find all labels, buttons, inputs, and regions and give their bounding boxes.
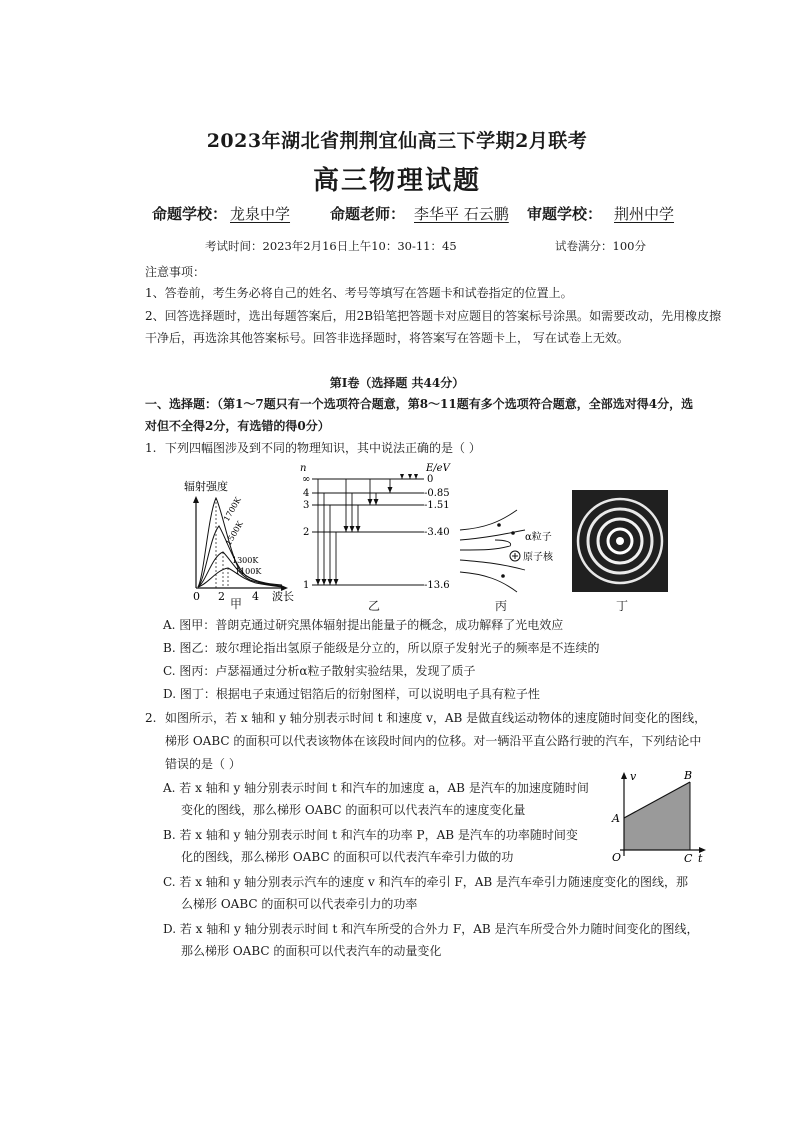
q1-option-d: D. 图丁：根据电子束通过铝箔后的衍射图样，可以说明电子具有粒子性	[163, 687, 540, 701]
fig-jia-tick-2: 2	[218, 590, 225, 603]
fig-yi-n-label: n	[300, 463, 307, 474]
review-school: 荆州中学	[614, 205, 675, 223]
q2-trapezoid-graph	[608, 768, 713, 864]
q2-stem-line-1: 如图所示，若 x 轴和 y 轴分别表示时间 t 和速度 v，AB 是做直线运动物体的速度随时间变化的图线，	[165, 711, 707, 725]
author-school-label: 命题学校：	[152, 205, 228, 223]
exam-title: 2023年湖北省荆荆宜仙高三下学期2月联考	[206, 130, 588, 152]
q2-graph-x-axis: t	[698, 852, 703, 864]
notes-item-2-line-2: 干净后，再选涂其他答案标号。回答非选择题时，将答案写在答题卡上， 写在试卷上无效。	[145, 331, 629, 345]
q2-stem-line-3: 错误的是（ ）	[165, 757, 241, 771]
review-school-label: 审题学校：	[527, 205, 603, 223]
q2-graph-c: C	[684, 852, 693, 864]
fig-yi-energy-levels	[298, 460, 458, 592]
fig-yi-n-1: 1	[303, 580, 310, 591]
fig-jia-blackbody	[178, 476, 303, 611]
fig-yi-n-inf: ∞	[302, 474, 311, 485]
q1-stem: 下列四幅图涉及到不同的物理知识，其中说法正确的是（ ）	[165, 441, 481, 455]
q2-graph-b: B	[684, 769, 693, 782]
section-instruction-line-2: 对但不全得2分，有选错的得0分）	[145, 419, 330, 433]
q2-option-b-line-2: 化的图线，那么梯形 OABC 的面积可以代表汽车牵引力做的功	[181, 850, 514, 864]
section-instruction-line-1: 一、选择题：（第1～7题只有一个选项符合题意，第8～11题有多个选项符合题意，全部选对得4分，选	[145, 397, 694, 411]
fig-bing-alpha-scattering	[455, 500, 570, 595]
fig-bing-alpha-label: α粒子	[525, 532, 552, 543]
author-teachers: 李华平 石云鹏	[414, 205, 509, 223]
q2-option-d-line-1: D. 若 x 轴和 y 轴分别表示时间 t 和汽车所受的合外力 F，AB 是汽车所受合外力随时间变化的图线，	[163, 922, 699, 936]
fig-ding-diffraction	[572, 490, 668, 592]
fig-yi-e-2: -3.40	[424, 527, 450, 538]
notes-item-1: 1、答卷前，考生务必将自己的姓名、考号等填写在答题卡和试卷指定的位置上。	[145, 286, 573, 300]
q2-option-c-line-1: C. 若 x 轴和 y 轴分别表示汽车的速度 v 和汽车的牵引 F，AB 是汽车牵引力随速度变化的图线，那	[163, 875, 689, 889]
full-score: 试卷满分：100分	[555, 239, 646, 253]
fig-ding-label: 丁	[616, 599, 629, 613]
q2-number: 2.	[145, 711, 157, 725]
fig-yi-e-inf: 0	[427, 474, 434, 485]
notes-heading: 注意事项：	[145, 265, 206, 279]
fig-yi-n-4: 4	[303, 488, 310, 499]
fig-yi-label: 乙	[368, 599, 381, 613]
fig-jia-ylabel: 辐射强度	[184, 480, 228, 493]
q2-option-a-line-2: 变化的图线，那么梯形 OABC 的面积可以代表汽车的速度变化量	[181, 803, 526, 817]
author-teacher-label: 命题老师：	[330, 205, 406, 223]
section-title: 第Ⅰ卷（选择题 共44分）	[329, 376, 465, 390]
fig-jia-tick-0: 0	[193, 590, 200, 603]
fig-jia-tick-4: 4	[252, 590, 259, 603]
q2-option-b-line-1: B. 若 x 轴和 y 轴分别表示时间 t 和汽车的功率 P，AB 是汽车的功率随时间变	[163, 828, 578, 842]
q2-option-c-line-2: 么梯形 OABC 的面积可以代表牵引力的功率	[181, 897, 418, 911]
fig-yi-e-1: -13.6	[424, 580, 450, 591]
fig-bing-nucleus-label: 原子核	[523, 552, 553, 563]
fig-yi-n-2: 2	[303, 527, 310, 538]
q2-stem-line-2: 梯形 OABC 的面积可以代表该物体在该段时间内的位移。对一辆沿平直公路行驶的汽车，下列结论中	[165, 734, 702, 748]
fig-yi-e-4: -0.85	[424, 488, 450, 499]
q2-option-d-line-2: 那么梯形 OABC 的面积可以代表汽车的动量变化	[181, 944, 442, 958]
notes-item-2-line-1: 2、回答选择题时，选出每题答案后，用2B铅笔把答题卡对应题目的答案标号涂黑。如需要改动，先用橡皮擦	[145, 309, 722, 323]
fig-jia-curve-1100: 1100K	[235, 567, 262, 576]
q2-graph-y-axis: v	[630, 770, 637, 783]
q2-graph-o: O	[612, 851, 622, 864]
exam-time: 考试时间：2023年2月16日上午10：30-11：45	[205, 239, 457, 253]
q1-option-a: A. 图甲：普朗克通过研究黑体辐射提出能量子的概念，成功解释了光电效应	[163, 618, 564, 632]
fig-jia-label: 甲	[230, 597, 243, 611]
q1-option-c: C. 图丙：卢瑟福通过分析α粒子散射实验结果，发现了质子	[163, 664, 476, 678]
q2-graph-a: A	[612, 812, 620, 825]
fig-yi-n-3: 3	[303, 500, 310, 511]
subject-title: 高三物理试题	[312, 166, 481, 196]
fig-jia-xlabel: 波长	[272, 590, 294, 603]
q2-option-a-line-1: A. 若 x 轴和 y 轴分别表示时间 t 和汽车的加速度 a，AB 是汽车的加速度随时间	[163, 781, 589, 795]
q1-number: 1.	[145, 441, 157, 455]
fig-jia-curve-1300: 1300K	[232, 556, 259, 565]
q1-option-b: B. 图乙：玻尔理论指出氢原子能级是分立的，所以原子发射光子的频率是不连续的	[163, 641, 600, 655]
author-school: 龙泉中学	[230, 205, 291, 223]
fig-bing-label: 丙	[495, 599, 508, 613]
fig-yi-e-label: E/eV	[426, 463, 450, 474]
fig-jia-curve-1700: 1700K	[221, 495, 243, 523]
fig-jia-curve-1500: 1500K	[223, 519, 245, 547]
fig-yi-e-3: -1.51	[424, 500, 450, 511]
